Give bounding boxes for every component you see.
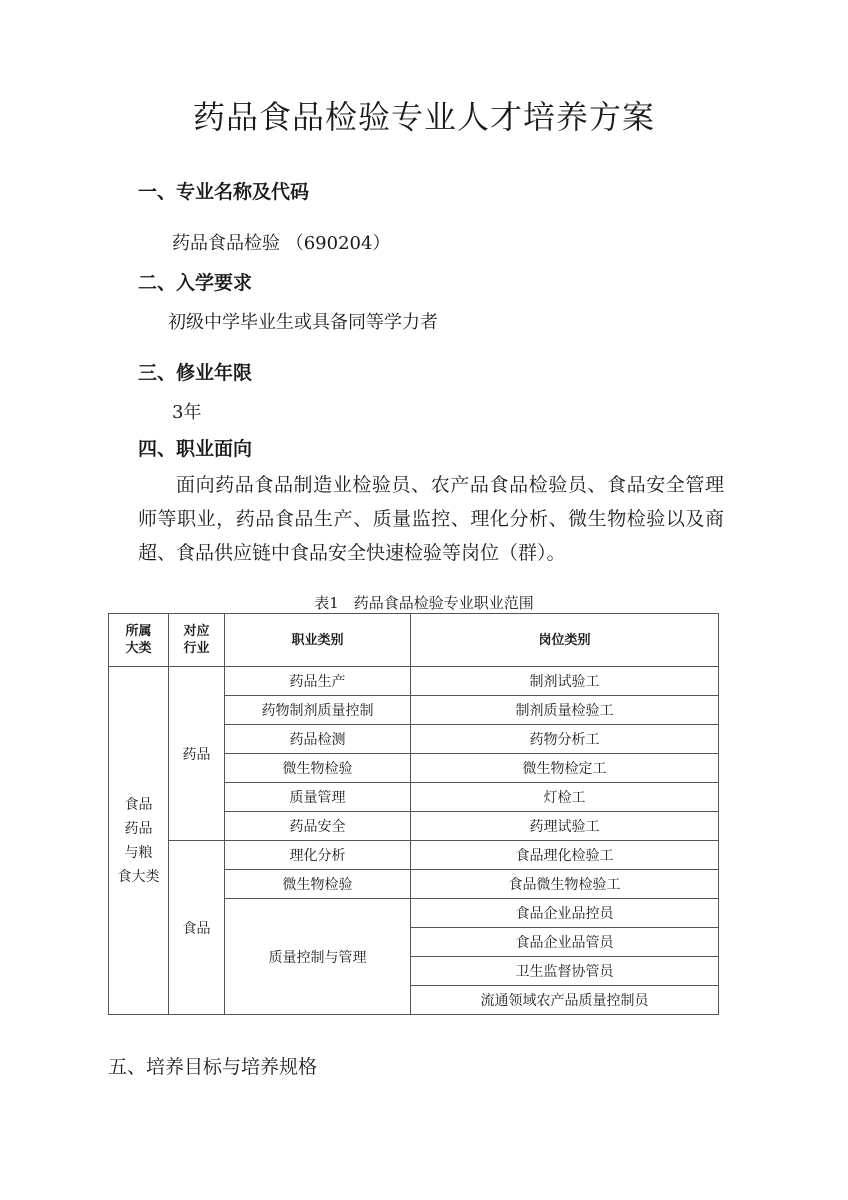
job-cell: 药品生产 [225,667,411,696]
program-name-code: 药品食品检验 （690204） [172,233,391,254]
header-job-type: 职业类别 [225,614,411,667]
post-cell: 流通领域农产品质量控制员 [411,986,719,1015]
header-post-type: 岗位类别 [411,614,719,667]
section-2-heading: 二、入学要求 [138,272,253,294]
job-cell: 药品检测 [225,725,411,754]
table-caption: 表1 药品食品检验专业职业范围 [314,594,534,612]
post-cell: 药物分析工 [411,725,719,754]
post-cell: 制剂质量检验工 [411,696,719,725]
job-cell: 质量控制与管理 [225,899,411,1015]
industry-cell-food: 食品 [169,841,225,1015]
section-5-heading: 五、培养目标与培养规格 [108,1056,318,1078]
post-cell: 微生物检定工 [411,754,719,783]
table-row [109,667,719,696]
career-orientation-paragraph: 面向药品食品制造业检验员、农产品食品检验员、食品安全管理师等职业，药品食品生产、质量监控、理化分析、微生物检验以及商超、食品供应链中食品安全快速检验等岗位（群）。 [138,474,724,564]
post-cell: 制剂试验工 [411,667,719,696]
post-cell: 食品微生物检验工 [411,870,719,899]
job-cell: 微生物检验 [225,870,411,899]
post-cell: 食品理化检验工 [411,841,719,870]
industry-cell-drug: 药品 [169,667,225,841]
table-row [109,841,719,870]
header-category: 所属 大类 [109,614,169,667]
table-header-row [109,614,719,667]
job-cell: 药品安全 [225,812,411,841]
category-cell: 食品 药品 与粮 食大类 [109,667,169,1015]
study-duration: 3年 [172,402,202,423]
career-scope-table [108,613,719,1015]
post-cell: 卫生监督协管员 [411,957,719,986]
header-industry: 对应 行业 [169,614,225,667]
post-cell: 灯检工 [411,783,719,812]
admission-requirement: 初级中学毕业生或具备同等学力者 [168,312,438,333]
section-4-heading: 四、职业面向 [138,438,253,460]
document-title: 药品食品检验专业人才培养方案 [192,98,655,136]
job-cell: 质量管理 [225,783,411,812]
post-cell: 药理试验工 [411,812,719,841]
job-cell: 微生物检验 [225,754,411,783]
job-cell: 药物制剂质量控制 [225,696,411,725]
section-3-heading: 三、修业年限 [138,362,253,384]
post-cell: 食品企业品管员 [411,928,719,957]
section-1-heading: 一、专业名称及代码 [138,181,310,203]
post-cell: 食品企业品控员 [411,899,719,928]
job-cell: 理化分析 [225,841,411,870]
